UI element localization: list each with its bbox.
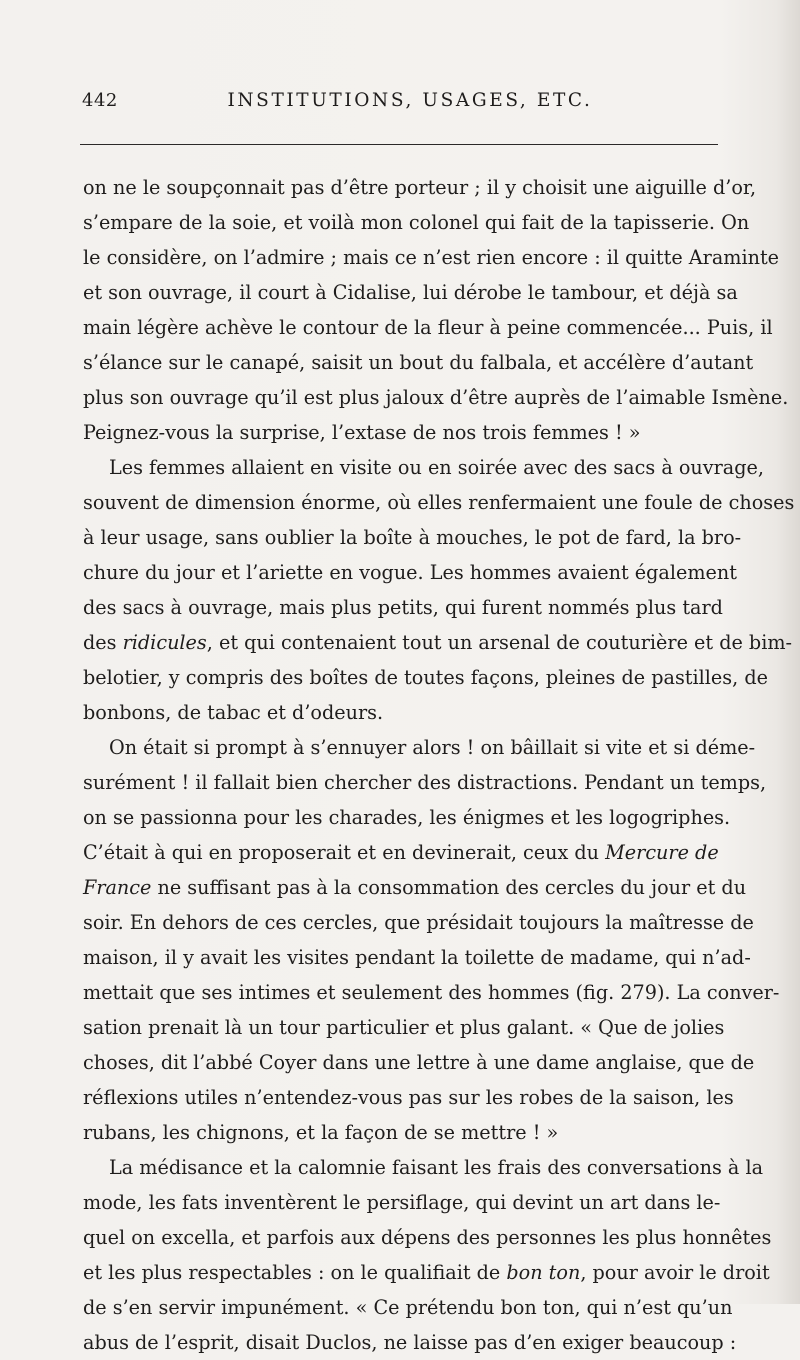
page-header: [0, 90, 800, 120]
text-line: de s’en servir impunément. « Ce prétendu bon ton, qui n’est qu’un: [83, 1296, 733, 1319]
text-line: [83, 835, 717, 870]
italic-term: ridicules: [122, 631, 207, 654]
italic-term: bon ton: [506, 1261, 581, 1284]
text-line: main légère achève le contour de la fleur à peine commencée... Puis, il: [83, 316, 773, 339]
text-line: surément ! il fallait bien chercher des distractions. Pendant un temps,: [83, 771, 767, 794]
text-line: [83, 870, 747, 905]
text-line: rubans, les chignons, et la façon de se mettre ! »: [83, 1121, 559, 1144]
text-line: [83, 625, 793, 660]
text-line: à leur usage, sans oublier la boîte à mouches, le pot de fard, la bro-: [83, 526, 742, 549]
text-line: souvent de dimension énorme, où elles renfermaient une foule de choses: [83, 491, 795, 514]
text-line: soir. En dehors de ces cercles, que présidait toujours la maîtresse de: [83, 911, 754, 934]
text-line: [83, 1255, 770, 1290]
text-line: s’élance sur le canapé, saisit un bout du falbala, et accélère d’autant: [83, 351, 754, 374]
text-line: mettait que ses intimes et seulement des hommes (fig. 279). La conver-: [83, 981, 780, 1004]
text-segment: et les plus respectables : on le qualifiait de: [83, 1261, 507, 1284]
text-line: plus son ouvrage qu’il est plus jaloux d’être auprès de l’aimable Ismène.: [83, 386, 789, 409]
text-segment: des: [83, 631, 123, 654]
text-line: On était si prompt à s’ennuyer alors ! on bâillait si vite et si déme-: [109, 736, 756, 759]
text-line: maison, il y avait les visites pendant la toilette de madame, qui n’ad-: [83, 946, 751, 969]
body-text: [83, 170, 795, 1360]
text-line: on se passionna pour les charades, les énigmes et les logogriphes.: [83, 806, 731, 829]
text-line: abus de l’esprit, disait Duclos, ne laisse pas d’en exiger beaucoup :: [83, 1331, 737, 1354]
text-line: s’empare de la soie, et voilà mon colonel qui fait de la tapisserie. On: [83, 211, 750, 234]
text-line: réflexions utiles n’entendez-vous pas sur les robes de la saison, les: [83, 1086, 734, 1109]
text-segment: , et qui contenaient tout un arsenal de couturière et de bim-: [206, 631, 793, 654]
text-line: bonbons, de tabac et d’odeurs.: [83, 701, 384, 724]
text-line: on ne le soupçonnait pas d’être porteur ; il y choisit une aiguille d’or,: [83, 176, 757, 199]
text-line: belotier, y compris des boîtes de toutes façons, pleines de pastilles, de: [83, 666, 768, 689]
text-segment: ne suffisant pas à la consommation des cercles du jour et du: [151, 876, 747, 899]
text-segment: C’était à qui en proposerait et en devinerait, ceux du: [83, 841, 606, 864]
header-rule: [80, 144, 718, 145]
text-line: et son ouvrage, il court à Cidalise, lui dérobe le tambour, et déjà sa: [83, 281, 738, 304]
text-line: des sacs à ouvrage, mais plus petits, qui furent nommés plus tard: [83, 596, 723, 619]
text-line: choses, dit l’abbé Coyer dans une lettre à une dame anglaise, que de: [83, 1051, 755, 1074]
text-line: le considère, on l’admire ; mais ce n’est rien encore : il quitte Araminte: [83, 246, 780, 269]
text-line: Les femmes allaient en visite ou en soirée avec des sacs à ouvrage,: [109, 456, 764, 479]
page-number: 442: [82, 90, 118, 111]
text-line: La médisance et la calomnie faisant les frais des conversations à la: [109, 1156, 764, 1179]
italic-term: Mercure de: [605, 841, 719, 864]
text-line: mode, les fats inventèrent le persiflage, qui devint un art dans le-: [83, 1191, 721, 1214]
text-segment: , pour avoir le droit: [580, 1261, 770, 1284]
text-line: quel on excella, et parfois aux dépens des personnes les plus honnêtes: [83, 1226, 772, 1249]
text-line: Peignez-vous la surprise, l’extase de nos trois femmes ! »: [83, 421, 641, 444]
running-head: INSTITUTIONS, USAGES, ETC.: [227, 90, 593, 111]
text-line: chure du jour et l’ariette en vogue. Les hommes avaient également: [83, 561, 737, 584]
text-line: sation prenait là un tour particulier et plus galant. « Que de jolies: [83, 1016, 725, 1039]
italic-term: France: [83, 876, 152, 899]
